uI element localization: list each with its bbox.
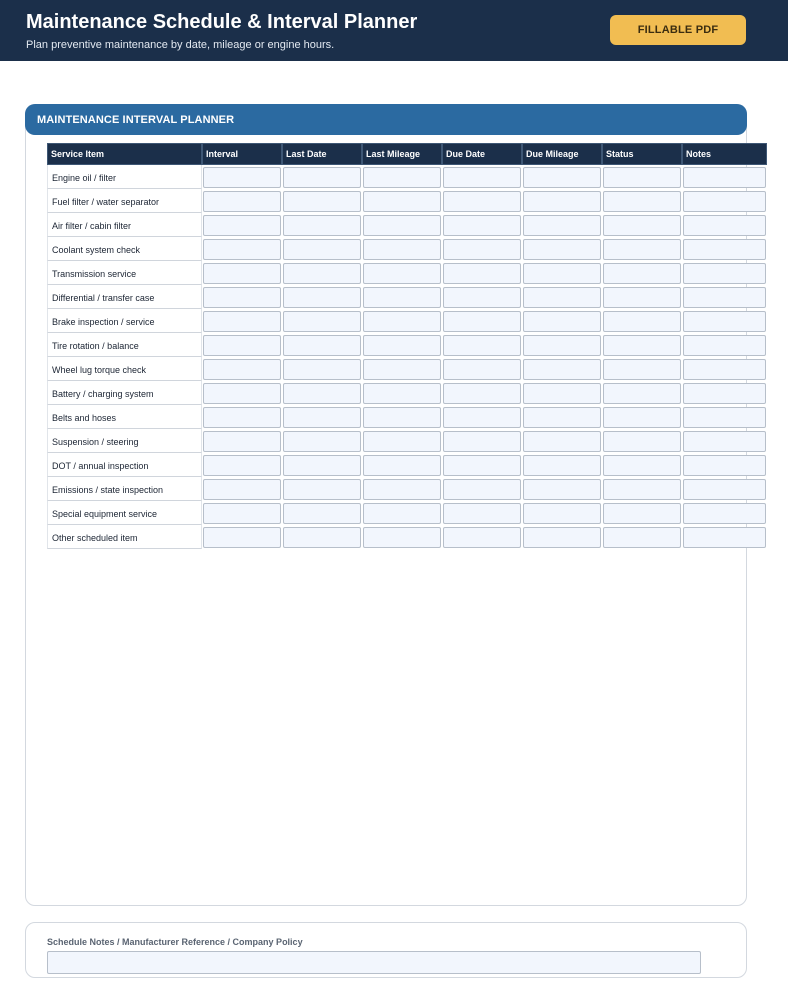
table-row <box>47 525 767 549</box>
due-mileage-field[interactable] <box>523 239 601 260</box>
due-mileage-field[interactable] <box>523 407 601 428</box>
due-date-field[interactable] <box>443 191 521 212</box>
planner-title: MAINTENANCE INTERVAL PLANNER <box>25 104 747 135</box>
status-field[interactable] <box>603 359 681 380</box>
notes-field[interactable] <box>683 503 766 524</box>
notes-field[interactable] <box>683 455 766 476</box>
last-date-field[interactable] <box>283 431 361 452</box>
last-date-field[interactable] <box>283 503 361 524</box>
interval-field[interactable] <box>203 383 281 404</box>
service-item-label: Engine oil / filter <box>47 165 202 189</box>
column-header: Notes <box>682 143 767 165</box>
service-item-label: Differential / transfer case <box>47 285 202 309</box>
table-row <box>47 165 767 189</box>
interval-field[interactable] <box>203 479 281 500</box>
due-date-field[interactable] <box>443 311 521 332</box>
status-field[interactable] <box>603 431 681 452</box>
notes-field[interactable] <box>683 287 766 308</box>
due-date-field[interactable] <box>443 527 521 548</box>
last-date-field[interactable] <box>283 383 361 404</box>
interval-field[interactable] <box>203 407 281 428</box>
page-header <box>0 0 788 61</box>
interval-field[interactable] <box>203 527 281 548</box>
column-header: Due Date <box>442 143 522 165</box>
notes-field[interactable] <box>683 239 766 260</box>
service-item-label: Transmission service <box>47 261 202 285</box>
due-date-field[interactable] <box>443 503 521 524</box>
last-mileage-field[interactable] <box>363 263 441 284</box>
last-date-field[interactable] <box>283 215 361 236</box>
interval-field[interactable] <box>203 335 281 356</box>
schedule-notes-label: Schedule Notes / Manufacturer Reference / Company Policy <box>47 937 303 947</box>
service-item-label: Special equipment service <box>47 501 202 525</box>
last-mileage-field[interactable] <box>363 479 441 500</box>
interval-field[interactable] <box>203 239 281 260</box>
status-field[interactable] <box>603 263 681 284</box>
due-mileage-field[interactable] <box>523 527 601 548</box>
planner-table <box>47 143 767 549</box>
schedule-notes-panel <box>25 922 747 978</box>
last-mileage-field[interactable] <box>363 191 441 212</box>
due-date-field[interactable] <box>443 239 521 260</box>
due-mileage-field[interactable] <box>523 383 601 404</box>
interval-field[interactable] <box>203 215 281 236</box>
table-row <box>47 237 767 261</box>
notes-field[interactable] <box>683 311 766 332</box>
column-header: Status <box>602 143 682 165</box>
service-item-label: Coolant system check <box>47 237 202 261</box>
last-mileage-field[interactable] <box>363 407 441 428</box>
notes-field[interactable] <box>683 191 766 212</box>
status-field[interactable] <box>603 455 681 476</box>
due-date-field[interactable] <box>443 431 521 452</box>
due-mileage-field[interactable] <box>523 191 601 212</box>
notes-field[interactable] <box>683 215 766 236</box>
due-date-field[interactable] <box>443 263 521 284</box>
status-field[interactable] <box>603 407 681 428</box>
last-mileage-field[interactable] <box>363 359 441 380</box>
last-date-field[interactable] <box>283 455 361 476</box>
notes-field[interactable] <box>683 167 766 188</box>
last-mileage-field[interactable] <box>363 215 441 236</box>
due-mileage-field[interactable] <box>523 431 601 452</box>
interval-field[interactable] <box>203 311 281 332</box>
column-header: Service Item <box>47 143 202 165</box>
status-field[interactable] <box>603 191 681 212</box>
last-date-field[interactable] <box>283 191 361 212</box>
notes-field[interactable] <box>683 335 766 356</box>
due-date-field[interactable] <box>443 167 521 188</box>
table-row <box>47 405 767 429</box>
due-mileage-field[interactable] <box>523 215 601 236</box>
due-date-field[interactable] <box>443 335 521 356</box>
last-mileage-field[interactable] <box>363 455 441 476</box>
table-row <box>47 309 767 333</box>
last-mileage-field[interactable] <box>363 311 441 332</box>
table-row <box>47 285 767 309</box>
last-date-field[interactable] <box>283 263 361 284</box>
last-mileage-field[interactable] <box>363 431 441 452</box>
last-mileage-field[interactable] <box>363 335 441 356</box>
last-date-field[interactable] <box>283 479 361 500</box>
last-date-field[interactable] <box>283 527 361 548</box>
notes-field[interactable] <box>683 479 766 500</box>
table-row <box>47 213 767 237</box>
table-row <box>47 429 767 453</box>
service-item-label: Suspension / steering <box>47 429 202 453</box>
due-date-field[interactable] <box>443 479 521 500</box>
last-date-field[interactable] <box>283 287 361 308</box>
due-mileage-field[interactable] <box>523 263 601 284</box>
table-body <box>47 165 767 549</box>
status-field[interactable] <box>603 311 681 332</box>
notes-field[interactable] <box>683 359 766 380</box>
interval-field[interactable] <box>203 431 281 452</box>
notes-field[interactable] <box>683 407 766 428</box>
fillable-pdf-badge[interactable]: FILLABLE PDF <box>610 15 746 45</box>
last-mileage-field[interactable] <box>363 383 441 404</box>
last-date-field[interactable] <box>283 359 361 380</box>
status-field[interactable] <box>603 335 681 356</box>
table-row <box>47 261 767 285</box>
service-item-label: Fuel filter / water separator <box>47 189 202 213</box>
schedule-notes-field[interactable] <box>47 951 701 974</box>
status-field[interactable] <box>603 503 681 524</box>
last-mileage-field[interactable] <box>363 527 441 548</box>
last-mileage-field[interactable] <box>363 503 441 524</box>
notes-field[interactable] <box>683 263 766 284</box>
due-date-field[interactable] <box>443 407 521 428</box>
status-field[interactable] <box>603 239 681 260</box>
table-row <box>47 381 767 405</box>
due-mileage-field[interactable] <box>523 455 601 476</box>
status-field[interactable] <box>603 167 681 188</box>
service-item-label: Brake inspection / service <box>47 309 202 333</box>
due-date-field[interactable] <box>443 359 521 380</box>
last-mileage-field[interactable] <box>363 287 441 308</box>
table-row <box>47 453 767 477</box>
status-field[interactable] <box>603 287 681 308</box>
last-date-field[interactable] <box>283 335 361 356</box>
table-row <box>47 501 767 525</box>
table-row <box>47 357 767 381</box>
service-item-label: Other scheduled item <box>47 525 202 549</box>
last-date-field[interactable] <box>283 407 361 428</box>
interval-field[interactable] <box>203 167 281 188</box>
due-date-field[interactable] <box>443 455 521 476</box>
service-item-label: Belts and hoses <box>47 405 202 429</box>
interval-field[interactable] <box>203 263 281 284</box>
last-mileage-field[interactable] <box>363 239 441 260</box>
column-header: Last Mileage <box>362 143 442 165</box>
page-title: Maintenance Schedule & Interval Planner <box>26 11 418 33</box>
status-field[interactable] <box>603 527 681 548</box>
service-item-label: Battery / charging system <box>47 381 202 405</box>
notes-field[interactable] <box>683 383 766 404</box>
due-mileage-field[interactable] <box>523 503 601 524</box>
interval-field[interactable] <box>203 455 281 476</box>
notes-field[interactable] <box>683 431 766 452</box>
status-field[interactable] <box>603 215 681 236</box>
last-date-field[interactable] <box>283 167 361 188</box>
notes-field[interactable] <box>683 527 766 548</box>
table-row <box>47 333 767 357</box>
interval-field[interactable] <box>203 287 281 308</box>
due-mileage-field[interactable] <box>523 167 601 188</box>
page-subtitle: Plan preventive maintenance by date, mileage or engine hours. <box>26 39 335 51</box>
service-item-label: DOT / annual inspection <box>47 453 202 477</box>
column-header: Interval <box>202 143 282 165</box>
due-date-field[interactable] <box>443 287 521 308</box>
due-mileage-field[interactable] <box>523 359 601 380</box>
interval-field[interactable] <box>203 191 281 212</box>
last-date-field[interactable] <box>283 239 361 260</box>
service-item-label: Tire rotation / balance <box>47 333 202 357</box>
last-mileage-field[interactable] <box>363 167 441 188</box>
service-item-label: Air filter / cabin filter <box>47 213 202 237</box>
interval-field[interactable] <box>203 503 281 524</box>
due-date-field[interactable] <box>443 383 521 404</box>
column-header: Last Date <box>282 143 362 165</box>
due-mileage-field[interactable] <box>523 311 601 332</box>
column-header: Due Mileage <box>522 143 602 165</box>
table-header-row <box>47 143 767 165</box>
due-mileage-field[interactable] <box>523 287 601 308</box>
service-item-label: Wheel lug torque check <box>47 357 202 381</box>
status-field[interactable] <box>603 383 681 404</box>
last-date-field[interactable] <box>283 311 361 332</box>
status-field[interactable] <box>603 479 681 500</box>
due-mileage-field[interactable] <box>523 479 601 500</box>
table-row <box>47 189 767 213</box>
interval-field[interactable] <box>203 359 281 380</box>
table-row <box>47 477 767 501</box>
due-mileage-field[interactable] <box>523 335 601 356</box>
due-date-field[interactable] <box>443 215 521 236</box>
service-item-label: Emissions / state inspection <box>47 477 202 501</box>
